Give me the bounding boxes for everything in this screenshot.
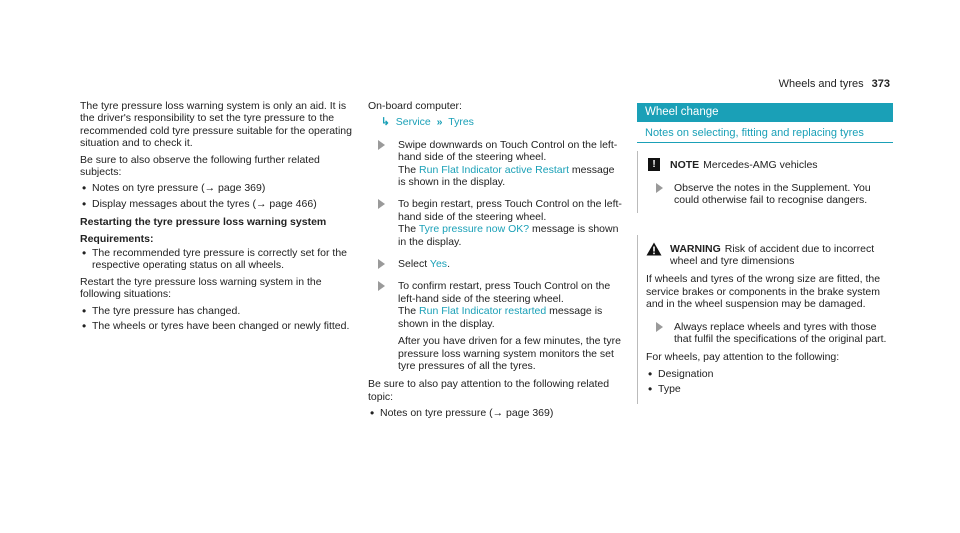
- list-item: • Type: [646, 383, 893, 395]
- subsection-title: Notes on selecting, fitting and replacing tyres: [637, 122, 893, 143]
- column-left: [80, 100, 355, 337]
- column-middle: [368, 100, 623, 424]
- related-topic-paragraph: Be sure to also pay attention to the following related topic:: [368, 378, 610, 403]
- step-result: [398, 164, 623, 189]
- result-suffix: message is shown in the display.: [398, 163, 615, 189]
- section-heading: Restarting the tyre pressure loss warning system: [80, 216, 327, 229]
- list-item: • The recommended tyre pressure is correctly set for the respective operating status on all wheels.: [80, 247, 355, 272]
- exclamation-icon: !: [648, 158, 660, 171]
- column-right: [637, 100, 893, 404]
- display-message: Run Flat Indicator active Restart: [419, 163, 569, 176]
- menu-path: [368, 116, 623, 128]
- note-label: NOTE: [670, 159, 700, 172]
- instruction-step-2: [368, 198, 623, 248]
- instruction-step-4: [368, 280, 623, 372]
- arrow-right-icon: [656, 183, 663, 193]
- result-suffix: message is shown in the display.: [398, 305, 603, 330]
- warning-text: Risk of accident due to incorrect wheel and tyre dimensions: [670, 242, 875, 268]
- arrow-right-icon: [656, 322, 663, 332]
- running-head: [779, 78, 890, 90]
- menu-item-service: Service: [395, 116, 431, 129]
- intro-paragraph: The tyre pressure loss warning system is only an aid. It is the driver's responsibility to set the tyre pressure to the recommended cold tyre pressure suitable for the operating situation and to check it.: [80, 100, 352, 150]
- step-suffix: .: [447, 258, 450, 271]
- related-subjects-paragraph: Be sure to also observe the following further related subjects:: [80, 153, 320, 179]
- list-item[interactable]: • Display messages about the tyres (→ page 466): [80, 198, 355, 210]
- list-item: • The tyre pressure has changed.: [80, 305, 355, 317]
- warning-step-text: Always replace wheels and tyres with those that fulfil the specifications of the original part.: [674, 320, 887, 346]
- instruction-step-3: [368, 258, 623, 270]
- list-item: • Designation: [646, 368, 893, 380]
- note-step: [646, 182, 893, 207]
- related-topic-list: [368, 407, 623, 419]
- warning-header: [646, 243, 893, 268]
- step-text: [398, 258, 623, 270]
- requirements-list: [80, 247, 355, 272]
- warning-step: [646, 321, 893, 346]
- list-item[interactable]: • Notes on tyre pressure (→ page 369): [368, 407, 623, 419]
- display-message: Tyre pressure now OK?: [418, 223, 530, 236]
- warning-triangle-icon: [646, 242, 662, 256]
- note-box: [637, 151, 893, 212]
- page-number: 373: [871, 78, 890, 90]
- restart-situations-list: [80, 305, 355, 333]
- wheels-attention-paragraph: For wheels, pay attention to the following:: [646, 351, 840, 364]
- warning-label: WARNING: [670, 242, 721, 255]
- warning-paragraph: If wheels and tyres of the wrong size are fitted, the service brakes or components in the brake system and in the wheel suspension may be damaged.: [646, 273, 881, 311]
- display-option: Yes: [429, 258, 448, 271]
- step-text: Swipe downwards on Touch Control on the left-hand side of the steering wheel.: [398, 138, 618, 164]
- step-note: After you have driven for a few minutes, the tyre pressure loss warning system monitors the set tyre pressures of all the tyres.: [398, 335, 621, 372]
- step-result: [398, 223, 623, 248]
- restart-situations-paragraph: Restart the tyre pressure loss warning system in the following situations:: [80, 275, 322, 301]
- result-prefix: The: [398, 305, 417, 318]
- onboard-computer-label: On-board computer:: [368, 100, 462, 112]
- step-result: [398, 305, 623, 330]
- wheels-attention-list: [646, 368, 893, 396]
- note-header: [646, 159, 893, 171]
- related-subjects-list: [80, 182, 355, 210]
- requirements-label: Requirements:: [80, 232, 154, 245]
- result-prefix: The: [398, 163, 417, 176]
- list-item: • The wheels or tyres have been changed or newly fitted.: [80, 320, 355, 332]
- arrow-right-icon: [378, 281, 385, 291]
- running-head-title: Wheels and tyres: [778, 78, 864, 90]
- display-message: Run Flat Indicator restarted: [419, 305, 547, 318]
- warning-box: [637, 235, 893, 404]
- note-text: Mercedes-AMG vehicles: [703, 159, 818, 172]
- submenu-arrow-icon: ↳: [381, 116, 390, 129]
- arrow-right-icon: [378, 199, 385, 209]
- step-text: To begin restart, press Touch Control on the left-hand side of the steering wheel.: [398, 198, 622, 223]
- arrow-right-icon: [378, 140, 385, 150]
- section-title-bar: Wheel change: [637, 103, 893, 122]
- step-prefix: Select: [398, 258, 428, 271]
- instruction-step-1: [368, 139, 623, 189]
- result-suffix: message is shown in the display.: [398, 223, 619, 248]
- list-item[interactable]: • Notes on tyre pressure (→ page 369): [80, 182, 355, 194]
- result-prefix: The: [398, 223, 417, 236]
- double-chevron-icon: »: [436, 116, 443, 129]
- step-text: To confirm restart, press Touch Control on the left-hand side of the steering wheel.: [398, 280, 611, 305]
- arrow-right-icon: [378, 259, 385, 269]
- menu-item-tyres: Tyres: [448, 116, 474, 129]
- note-step-text: Observe the notes in the Supplement. You could otherwise fail to recognise dangers.: [674, 181, 871, 207]
